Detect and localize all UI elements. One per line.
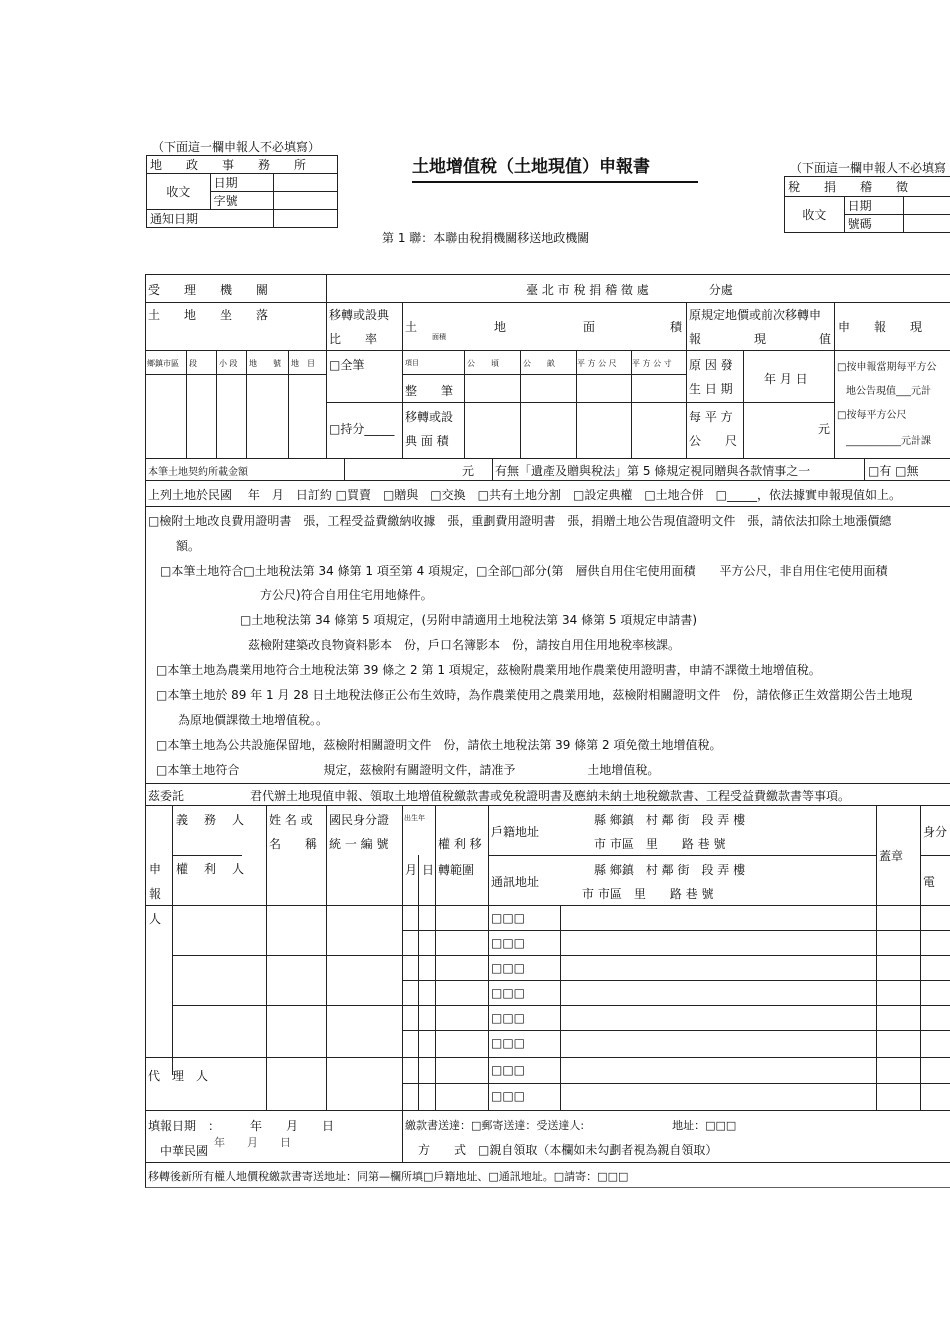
notice-date-field[interactable] — [274, 210, 338, 228]
bottom-address-note: 移轉後新所有權人地價稅繳款書寄送地址：同第—欄所填□戶籍地址、□通訊地址。□請寄：□□□ — [148, 1170, 629, 1183]
receive-label: 收文 — [147, 174, 211, 210]
clause-3: □本筆土地符合□土地稅法第 34 條第 1 項至第 4 項規定，□全部□部分(第 層供自用住宅使用面積 平方公尺，非自用住宅使用面積 — [160, 564, 888, 578]
r-no-label: 號碼 — [844, 215, 904, 233]
loc-col-category: 地 目 — [291, 359, 315, 368]
entrust-label: 茲委託 — [148, 789, 185, 803]
opt2-a[interactable]: □按每平方公尺 — [837, 410, 907, 421]
clause-4b: 茲檢附建築改良物資料影本 份，戶口名簿影本 份，請按自用住用地稅率核課。 — [248, 638, 681, 652]
mailing-label: 通訊地址 — [491, 875, 540, 889]
unit-are: 公 畝 — [523, 359, 555, 368]
opt2-b: ___________元計課 — [846, 436, 931, 447]
clause-7: □本筆土地為公共設施保留地，茲檢附相關證明文件 份，請依土地稅法第 39 條第 2 項免徵土地增值稅。 — [156, 738, 722, 752]
fill-date-label: 填報日期 ： 年 月 日 — [148, 1119, 335, 1133]
clause-2: □檢附土地改良費用證明書 張，工程受益費繳納收據 張，重劃費用證明書 張，捐贈土地公告現值證明文件 張，請依法扣除土地漲價總 — [148, 514, 892, 528]
per-sqm-yuan: 元 — [818, 422, 831, 436]
whole-label: 整 筆 — [405, 384, 454, 398]
copy-note: 第 1 聯：本聯由稅捐機關移送地政機關 — [382, 231, 590, 245]
transfer-area-1: 移轉或設 — [405, 410, 454, 424]
area-small-label: 面積 — [432, 333, 446, 341]
r-date-label: 日期 — [844, 197, 904, 215]
title-underline — [412, 181, 698, 183]
land-office-label: 地 政 事 務 所 — [147, 156, 338, 174]
obligee-label: 權 利 人 — [176, 862, 247, 876]
mailing-addr-1: 縣 鄉鎮 村 鄰 街 段 弄 樓 — [594, 863, 746, 877]
zip-box[interactable]: □□□ — [491, 1036, 526, 1050]
unit-hectare: 公 頃 — [467, 359, 499, 368]
name-label-1: 姓 名 或 — [269, 813, 313, 827]
tax-office-label: 稅 捐 稽 徵 — [785, 177, 950, 197]
mailing-addr-2: 市 市區 里 路 巷 號 — [582, 887, 714, 901]
obligor-label: 義 務 人 — [176, 813, 247, 827]
opt1-b: 地公告現值___元計 — [846, 386, 931, 397]
right-office-note: （下面這一欄申報人不必填寫 — [790, 161, 947, 175]
r-receive-label: 收文 — [785, 197, 845, 233]
day-label: 日 — [422, 863, 435, 877]
clause-2b: 額。 — [176, 539, 201, 553]
orig-price-label: 原規定地價或前次移轉申 — [689, 308, 822, 322]
household-addr-1: 縣 鄉鎮 村 鄰 街 段 弄 樓 — [594, 813, 746, 827]
roc-label: 中華民國 — [160, 1144, 209, 1158]
clause-1: 上列土地於民國 年 月 日訂約 □買賣 □贈與 □交換 □共有土地分割 □設定典權 □土地合併 □_____，依法據實申報現值如上。 — [148, 488, 901, 502]
zip-box[interactable]: □□□ — [491, 1011, 526, 1025]
delivery-method: 方 式 □親自領取（本欄如未勾劃者視為親自領取） — [418, 1143, 718, 1157]
no-label: 字號 — [210, 192, 274, 210]
agency-value: 臺 北 市 稅 捐 稽 徵 處 分處 — [526, 283, 733, 297]
transfer-area-2: 典 面 積 — [405, 434, 449, 448]
report-label: 報 — [689, 332, 702, 346]
cause-label-1: 原 因 發 — [689, 358, 733, 372]
roc-date-small: 年 月 日 — [214, 1136, 291, 1149]
declare-label: 申 報 現 — [838, 320, 923, 334]
ratio-label: 比 率 — [329, 332, 378, 346]
loc-col-subsection: 小 段 — [219, 359, 238, 368]
side-label-1: 申 — [149, 862, 162, 876]
household-label: 戶籍地址 — [491, 825, 540, 839]
id-label-2: 統 一 編 號 — [329, 837, 389, 851]
no-field[interactable] — [274, 192, 338, 210]
zip-box[interactable]: □□□ — [491, 936, 526, 950]
form-title: 土地增值稅（土地現值）申報書 — [412, 157, 650, 177]
contract-yuan: 元 — [462, 464, 475, 478]
loc-col-landno: 地 號 — [249, 359, 281, 368]
id-label-1: 國民身分證 — [329, 813, 390, 827]
opt1-a[interactable]: □按申報當期每平方公 — [837, 362, 937, 373]
accept-agency-label: 受 理 機 關 — [148, 283, 269, 297]
agent-label: 代 理 人 — [148, 1069, 209, 1083]
clause-5: □本筆土地為農業用地符合土地稅法第 39 條之 2 第 1 項規定，茲檢附農業用地作農業使用證明書，申請不課徵土地增值稅。 — [156, 663, 821, 677]
stamp-label: 蓋章 — [879, 849, 904, 863]
household-addr-2: 市 市區 里 路 巷 號 — [594, 837, 726, 851]
unit-sqdm: 平 方 公 寸 — [632, 359, 672, 368]
value-label: 值 — [819, 332, 832, 346]
clause-6: □本筆土地於 89 年 1 月 28 日土地稅法修正公布生效時，為作農業使用之農業用地，茲檢附相關證明文件 份，請依修正生效當期公告土地現 — [156, 688, 913, 702]
side-label-2: 報 — [149, 887, 162, 901]
clause-6b: 為原地價課徵土地增值稅。。 — [178, 713, 329, 727]
zip-box[interactable]: □□□ — [491, 961, 526, 975]
applicant-table — [146, 805, 950, 1111]
loc-col-section: 段 — [189, 359, 197, 368]
date-field[interactable] — [274, 174, 338, 192]
full-checkbox[interactable]: □全筆 — [329, 358, 365, 372]
gift-question: 有無「遺產及贈與稅法」第 5 條規定視同贈與各款情事之一 — [495, 464, 811, 478]
zip-box[interactable]: □□□ — [491, 911, 526, 925]
r-no-field[interactable] — [904, 215, 950, 233]
r-date-field[interactable] — [904, 197, 950, 215]
birth-label: 出生年 — [404, 814, 425, 822]
land-location-label: 土 地 坐 落 — [148, 308, 269, 322]
cause-label-2: 生 日 期 — [689, 382, 733, 396]
area-label-d: 積 — [670, 320, 683, 334]
present-label: 現 — [754, 332, 767, 346]
area-label-b: 地 — [494, 320, 507, 334]
per-sqm-2: 公 尺 — [689, 434, 738, 448]
phone-label: 電 — [923, 875, 936, 889]
share-checkbox[interactable]: □持分_____ — [329, 422, 395, 436]
contract-amount-label: 本筆土地契約所載金額 — [148, 467, 248, 478]
date-label: 日期 — [210, 174, 274, 192]
area-label-c: 面 — [583, 320, 596, 334]
land-office-box — [146, 155, 338, 228]
entrust-text: 君代辦土地現值申報、領取土地增值稅繳款書或免稅證明書及應納未納土地稅繳款書、工程受益費繳款書等事項。 — [250, 789, 851, 803]
name-label-2: 名 稱 — [269, 837, 318, 851]
notice-date-label: 通知日期 — [147, 210, 274, 228]
zip-box[interactable]: □□□ — [491, 1063, 526, 1077]
delivery-label: 繳款書送達：□郵寄送達：受送達人: 地址：□□□ — [405, 1119, 737, 1132]
per-sqm-1: 每 平 方 — [689, 410, 733, 424]
clause-3b: 方公尺)符合自用住宅用地條件。 — [260, 588, 433, 602]
gift-yes-no[interactable]: □有 □無 — [868, 464, 919, 478]
zip-box[interactable]: □□□ — [491, 986, 526, 1000]
transfer-ratio-label: 移轉或設典 — [329, 308, 390, 322]
cause-date[interactable]: 年 月 日 — [764, 372, 808, 386]
left-office-note: （下面這一欄申報人不必填寫） — [152, 140, 321, 154]
clause-8: □本筆土地符合 規定，茲檢附有關證明文件，請准予 土地增值稅。 — [156, 763, 660, 777]
id-col-label: 身分 — [923, 825, 948, 839]
main-form — [145, 274, 950, 1188]
zip-box[interactable]: □□□ — [491, 1089, 526, 1103]
clause-4: □土地稅法第 34 條第 5 項規定，(另附申請適用土地稅法第 34 條第 5 項規定申請書) — [240, 613, 698, 627]
tax-office-box — [784, 176, 950, 233]
unit-sqm: 平 方 公 尺 — [577, 359, 617, 368]
right-label-2: 轉範圍 — [438, 863, 475, 877]
item-label: 項目 — [405, 359, 419, 367]
month-label: 月 — [405, 863, 418, 877]
area-label-a: 土 — [405, 320, 418, 334]
side-label-3: 人 — [149, 912, 162, 926]
right-label-1: 權 利 移 — [438, 837, 482, 851]
loc-col-district: 鄉鎮市區 — [147, 359, 179, 368]
